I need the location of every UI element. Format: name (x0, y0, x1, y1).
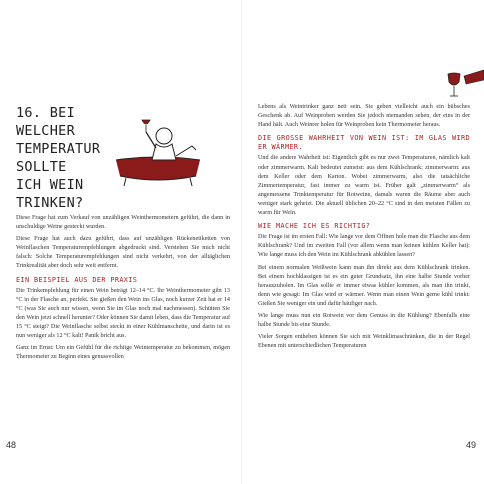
section-heading: WIE MACHE ICH ES RICHTIG? (258, 222, 371, 231)
paragraph: Diese Frage hat zum Verkauf von unzähligen Weinthermometern geführt, die dann in unschuldige Weine gesteckt wurden. (16, 215, 230, 231)
paragraph: Vieler Sorgen entheben können Sie sich mit Weinklimaschränken, die in der Regel Ebenen mit unterschiedlichen Temperaturen (258, 334, 470, 350)
page-number: 48 (6, 440, 17, 450)
chapter-title-line: SOLLTE (16, 159, 67, 175)
paragraph: Lebens als Weintrinker ganz nett sein. Sie geben vielleicht auch ein hübsches Geschenk ab. Auf Weinproben werden Sie jedoch niemanden sehen, der eins in der Hand hält. Auch Weinrer holen für Weinproben kein Thermometer heraus. (258, 104, 470, 129)
paragraph: Ganz im Ernst: Um ein Gefühl für die richtige Weintemperatur zu bekommen, mögen Thermometer zu Beginn eines genussvollen (16, 345, 230, 361)
right-body (258, 103, 470, 354)
paragraph: Wie lange muss nun ein Rotwein vor dem Genuss in die Kühlung? Ebenfalls eine halbe Stunde bis eine Stunde. (258, 312, 470, 329)
paragraph: Die Frage ist im ersten Fall: Wie lange vor dem Öffnen hole man die Flasche aus dem Kühlschrank? Und im zweiten Fall (vor allem wenn man keinen kühlen Keller hat): Wie lange muss ich den Wein im Kühlschrank abkühlen lassen? (258, 234, 470, 259)
chapter-title-line: TRINKEN? (16, 195, 84, 211)
wine-glass-icon (440, 68, 484, 108)
page-number: 49 (465, 440, 476, 450)
chapter-title-line: TEMPERATUR (16, 141, 101, 157)
chapter-title-line: WELCHER (16, 123, 75, 139)
paragraph: Diese Frage hat auch dazu geführt, dass auf unzähligen Rückenetiketten von Weinflaschen Temperaturempfehlungen abgedruckt sind. Verstehen Sie mich nicht falsch: Solche Temperaturempfehlungen sind nicht verkehrt, von der alltäglichen Trinkrealität aber doch sehr weit entfernt. (16, 236, 230, 270)
section-heading: DIE GROSSE WAHRHEIT VON WEIN IST: IM GLAS WIRD ER WÄRMER. (258, 134, 470, 152)
bathtub-wine-illustration (112, 110, 204, 190)
section-heading: EIN BEISPIEL AUS DER PRAXIS (16, 275, 138, 284)
chapter-title-line: ICH WEIN (16, 177, 84, 193)
paragraph: Bei einem normalen Weißwein kann man ihn direkt aus dem Kühlschrank trinken. Bei einem hochklassigen ist es ein guter Grundsatz, ihn eine halbe Stunde vorher herauszuholen. Im Glas sollte er immer etwas kühler kommen, als man ihn trinkt, denn wie gesagt: Im Glas wird er wärmer. Wenn man einen Wein gerne kühl trinkt: Gießen Sie weniger ein und dafür häufiger nach. (258, 264, 470, 307)
paragraph: Die Trinkempfehlung für einen Wein beträgt 12–14 °C. Ihr Weinthermometer gibt 13 °C in der Flasche an, perfekt. Sie gießen den Wein ins Glas, noch kurzer Zeit hat er 14 °C (was Sie auch nur wissen, wenn Sie im Glas noch mal nachmessen). Schütten Sie den Wein jetzt schnell herunter? Oder können Sie damit leben, dass die Temperatur auf 15 °C steigt? Die Weinflasche selbst steckt in einer Kühlmanschette, und darin ist es nun weniger als 12 °C kalt! Panik bricht aus. (16, 287, 230, 340)
paragraph: Und die andere Wahrheit ist: Eigentlich gibt es nur zwei Temperaturen, nämlich kalt oder zimmerwarm. Kalt bedeutet zumeist: aus dem Kühlschrank; zimmerwarm: aus dem Keller oder dem Karton. Wobei zimmerwarm, also die tatsächliche Zimmertemperatur, fast immer zu warm ist. Früher galt „zimmerwarm“ als angemessene Trinktemperatur für Rotweine, damals waren die Räume aber auch weniger stark geheizt. Die aktuell üblichen 20–22 °C sind in den meisten Fällen zu warm für Wein. (258, 155, 470, 217)
chapter-title-line: 16. BEI (16, 105, 75, 121)
left-body (16, 214, 230, 365)
